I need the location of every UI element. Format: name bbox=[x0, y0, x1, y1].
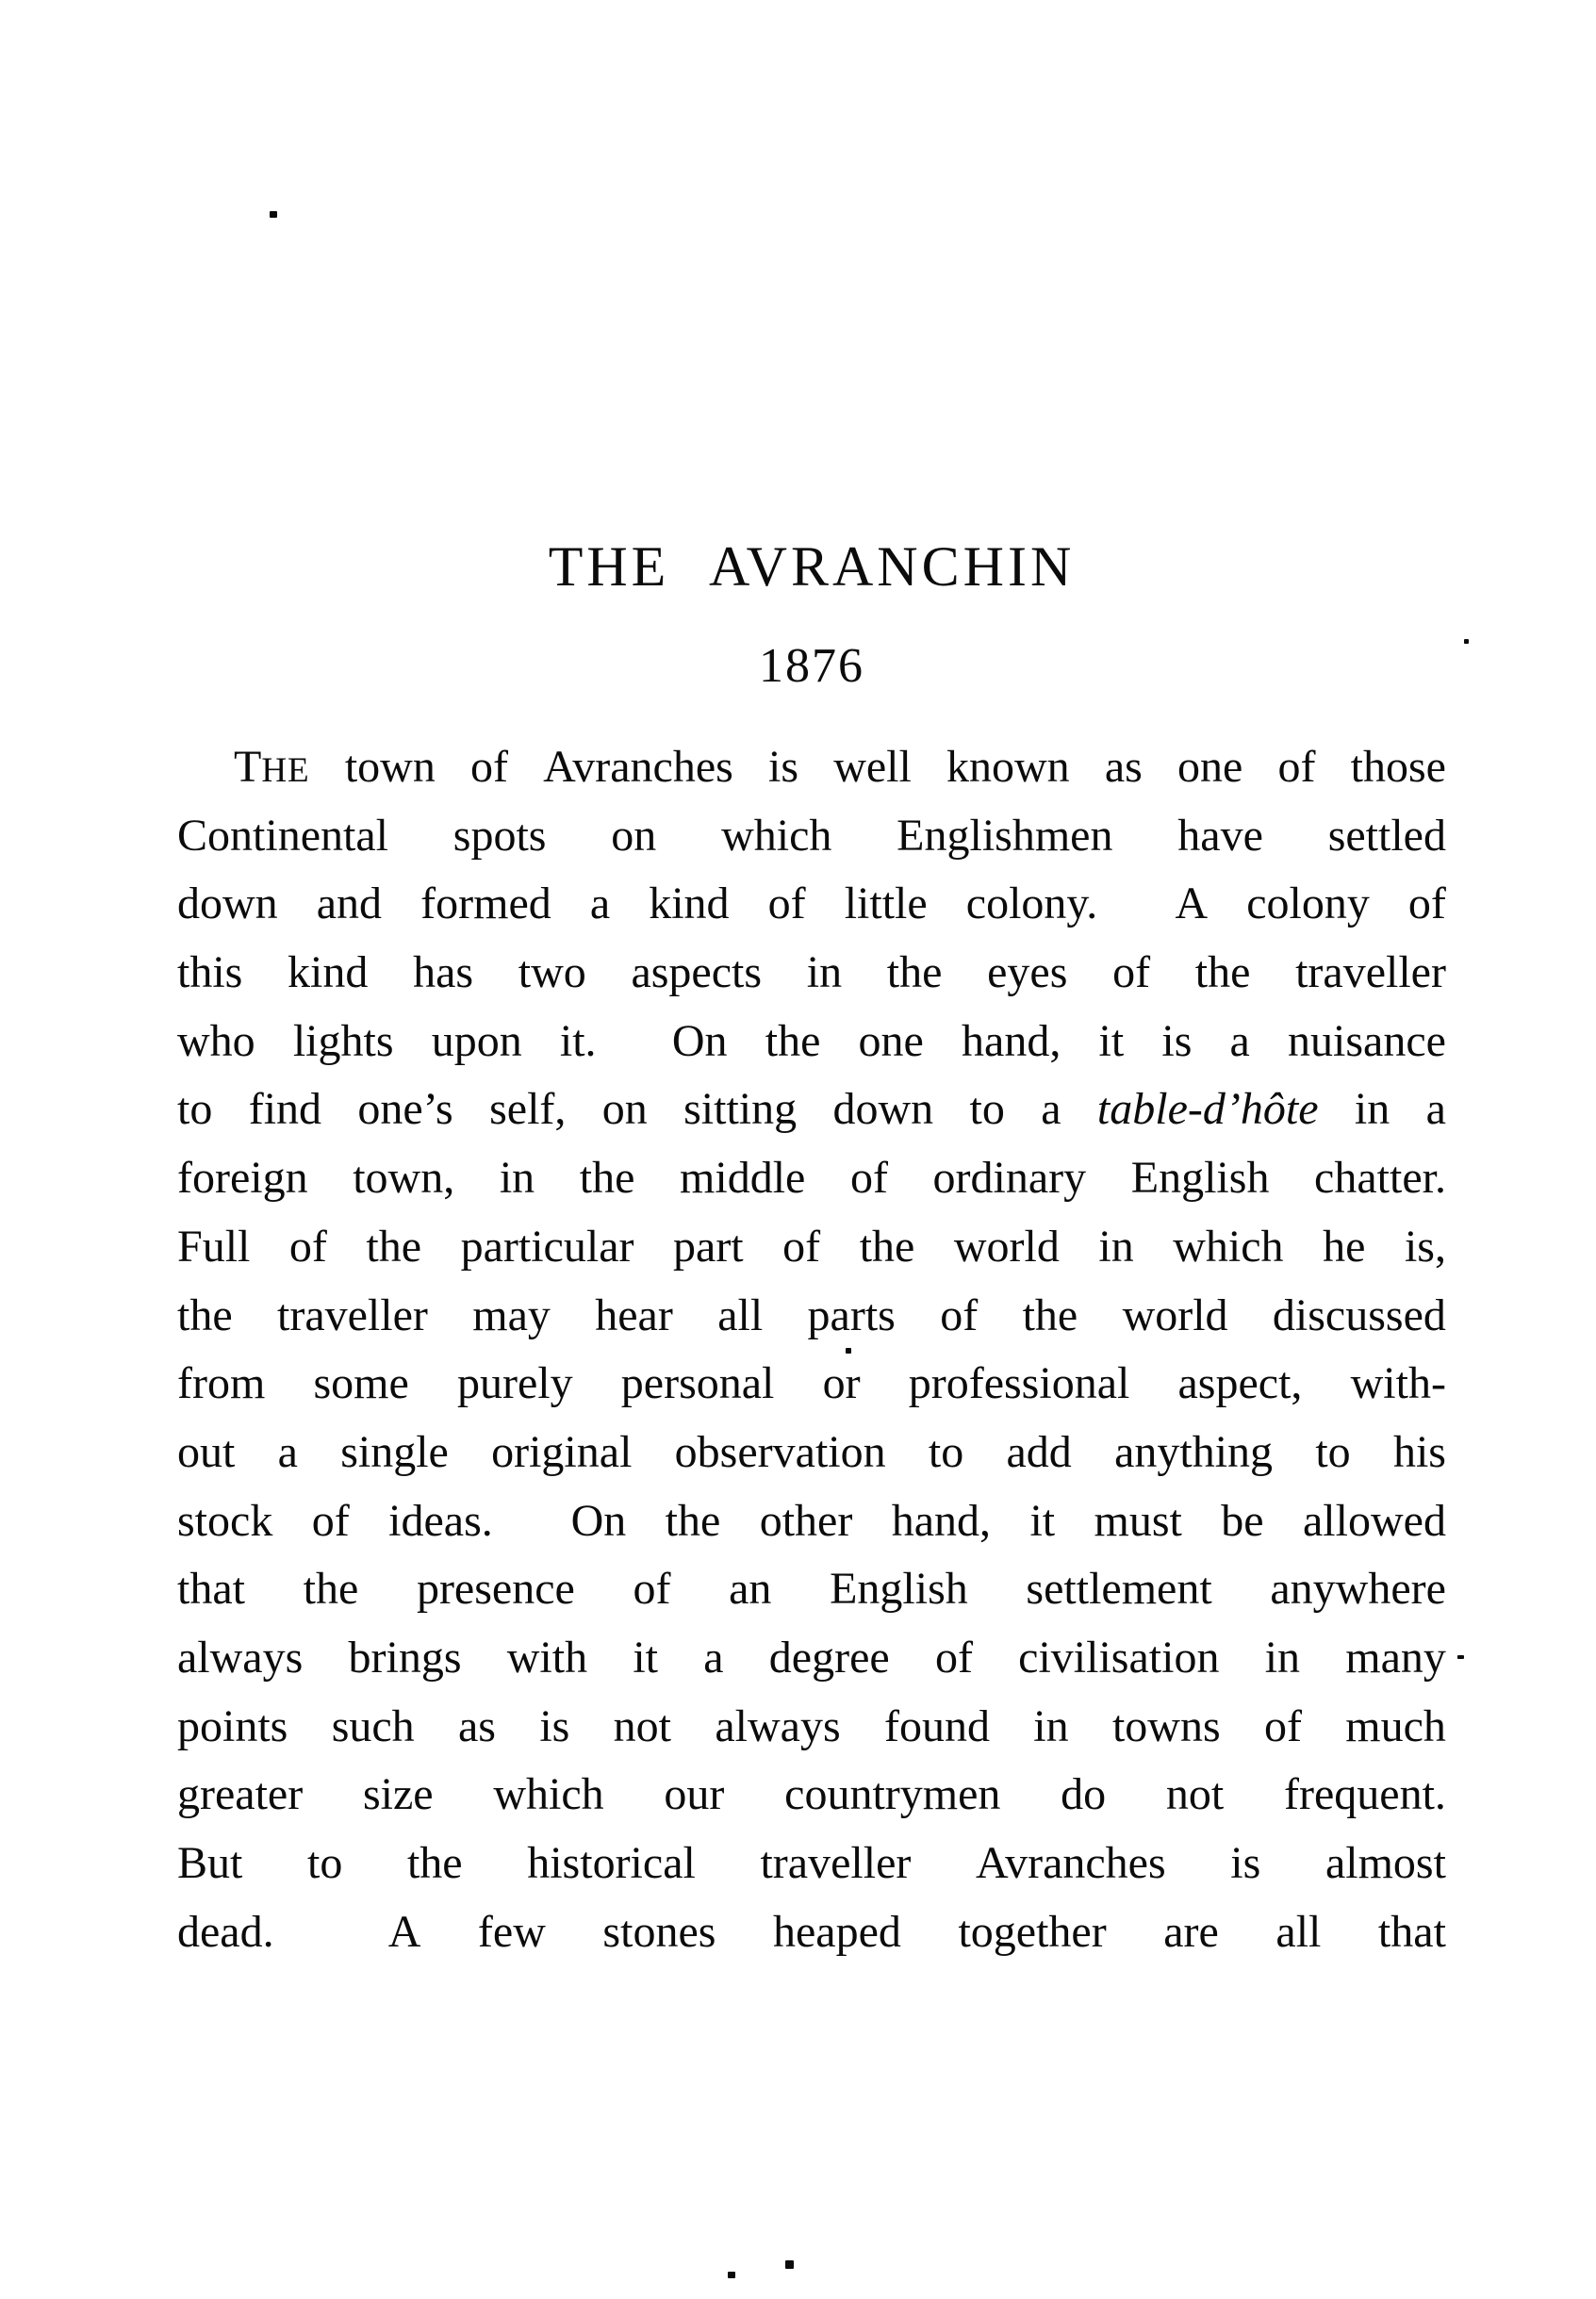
word: spots bbox=[452, 810, 547, 861]
word-italic: table-d’hôte bbox=[1096, 1084, 1319, 1135]
paragraph-line bbox=[177, 1419, 1446, 1487]
scan-speck bbox=[1464, 639, 1469, 644]
paragraph-line bbox=[177, 1282, 1446, 1351]
word: sitting bbox=[683, 1084, 798, 1135]
word: observation bbox=[674, 1426, 886, 1477]
word: other bbox=[759, 1495, 853, 1546]
word: English bbox=[830, 1564, 968, 1615]
word: self, bbox=[489, 1084, 567, 1135]
word: particular bbox=[460, 1221, 634, 1272]
word: always bbox=[177, 1632, 304, 1683]
word: the bbox=[859, 1221, 915, 1272]
paragraph-line bbox=[177, 1487, 1446, 1556]
word: of bbox=[1263, 1700, 1302, 1751]
word: to bbox=[177, 1084, 213, 1135]
word: is bbox=[768, 742, 799, 792]
word: two bbox=[518, 947, 586, 998]
word: and bbox=[316, 879, 383, 929]
word: is, bbox=[1404, 1221, 1446, 1272]
word: dead. bbox=[177, 1906, 274, 1957]
word: found bbox=[883, 1700, 990, 1751]
word: one bbox=[1177, 742, 1243, 792]
word: of bbox=[1112, 947, 1151, 998]
word: all bbox=[1275, 1906, 1322, 1957]
word: which bbox=[493, 1769, 604, 1820]
scan-speck bbox=[270, 211, 277, 218]
word: of bbox=[288, 1221, 327, 1272]
word: stones bbox=[602, 1906, 716, 1957]
word: a bbox=[1041, 1084, 1061, 1135]
word: little bbox=[844, 879, 928, 929]
word: in bbox=[1033, 1700, 1069, 1751]
word: the bbox=[579, 1153, 635, 1204]
word: a bbox=[277, 1426, 298, 1477]
paragraph-line bbox=[177, 1693, 1446, 1762]
word: hand, bbox=[891, 1495, 992, 1546]
word: town bbox=[344, 742, 436, 792]
word: it bbox=[633, 1632, 659, 1683]
word: anywhere bbox=[1270, 1564, 1446, 1615]
word: Full bbox=[177, 1221, 251, 1272]
word: aspect, bbox=[1177, 1358, 1303, 1409]
word-smallcaps-lead: THE bbox=[234, 742, 310, 792]
word: do bbox=[1061, 1769, 1107, 1820]
word: Englishmen bbox=[897, 810, 1113, 861]
word: on bbox=[611, 810, 657, 861]
word: down bbox=[832, 1084, 934, 1135]
word: an bbox=[729, 1564, 772, 1615]
word: ordinary bbox=[932, 1153, 1087, 1204]
word: chatter. bbox=[1314, 1153, 1446, 1204]
word: the bbox=[765, 1015, 821, 1066]
word: the bbox=[1194, 947, 1251, 998]
word: upon bbox=[431, 1015, 522, 1066]
word: settlement bbox=[1026, 1564, 1212, 1615]
word: degree bbox=[768, 1632, 890, 1683]
word: not bbox=[613, 1700, 671, 1751]
word: as bbox=[458, 1700, 496, 1751]
word: hand, bbox=[962, 1015, 1061, 1066]
word: is bbox=[1161, 1015, 1193, 1066]
word: has bbox=[413, 947, 474, 998]
word: anything bbox=[1114, 1426, 1274, 1477]
word: of bbox=[940, 1289, 979, 1340]
paragraph-line bbox=[177, 1213, 1446, 1282]
word: his bbox=[1392, 1426, 1446, 1477]
word: not bbox=[1165, 1769, 1225, 1820]
word: kind bbox=[288, 947, 369, 998]
word: towns bbox=[1111, 1700, 1221, 1751]
word: in bbox=[806, 947, 843, 998]
paragraph-line bbox=[177, 1555, 1446, 1624]
word: a bbox=[589, 879, 611, 929]
word: a bbox=[1425, 1084, 1446, 1135]
word: a bbox=[703, 1632, 724, 1683]
word: known bbox=[946, 742, 1070, 792]
paragraph-line bbox=[177, 1898, 1446, 1967]
paragraph-line bbox=[177, 1350, 1446, 1419]
word: of bbox=[311, 1495, 350, 1546]
word: with bbox=[506, 1632, 588, 1683]
word: well bbox=[833, 742, 912, 792]
word: the bbox=[303, 1564, 359, 1615]
word: A bbox=[387, 1906, 421, 1957]
word: the bbox=[1022, 1289, 1078, 1340]
word: of bbox=[767, 879, 806, 929]
word: presence bbox=[416, 1564, 575, 1615]
word: are bbox=[1163, 1906, 1219, 1957]
word: this bbox=[177, 947, 243, 998]
word: But bbox=[177, 1838, 243, 1888]
scan-speck bbox=[1457, 1655, 1464, 1659]
scan-speck bbox=[728, 2272, 735, 2278]
paragraph-line bbox=[177, 1624, 1446, 1693]
word: English bbox=[1130, 1153, 1270, 1204]
word: it bbox=[1098, 1015, 1125, 1066]
word: single bbox=[340, 1426, 449, 1477]
word: professional bbox=[908, 1358, 1130, 1409]
word: add bbox=[1006, 1426, 1072, 1477]
word: together bbox=[958, 1906, 1107, 1957]
word: in bbox=[1354, 1084, 1390, 1135]
word: to bbox=[1315, 1426, 1351, 1477]
word: is bbox=[1230, 1838, 1261, 1888]
word: aspects bbox=[631, 947, 763, 998]
word: allowed bbox=[1303, 1495, 1446, 1546]
word: size bbox=[362, 1769, 434, 1820]
word: A bbox=[1175, 879, 1209, 929]
word: one bbox=[858, 1015, 924, 1066]
word: traveller bbox=[1295, 947, 1446, 998]
word: which bbox=[721, 810, 832, 861]
word: settled bbox=[1327, 810, 1446, 861]
word: world bbox=[1122, 1289, 1228, 1340]
word: world bbox=[953, 1221, 1060, 1272]
smallcaps-tail: HE bbox=[261, 751, 310, 790]
paragraph-line bbox=[177, 870, 1446, 939]
word: must bbox=[1094, 1495, 1182, 1546]
word: nuisance bbox=[1288, 1015, 1446, 1066]
word: middle bbox=[680, 1153, 806, 1204]
word: be bbox=[1221, 1495, 1264, 1546]
word: points bbox=[177, 1700, 288, 1751]
word: of bbox=[934, 1632, 973, 1683]
word: Avranches bbox=[543, 742, 733, 792]
word: or bbox=[822, 1358, 861, 1409]
word: from bbox=[177, 1358, 266, 1409]
word: that bbox=[177, 1564, 245, 1615]
word: stock bbox=[177, 1495, 273, 1546]
word: kind bbox=[649, 879, 730, 929]
paragraph bbox=[177, 733, 1446, 1966]
word: heaped bbox=[772, 1906, 901, 1957]
word: the bbox=[886, 947, 943, 998]
paragraph-line bbox=[177, 1830, 1446, 1898]
word: lights bbox=[292, 1015, 394, 1066]
word: such bbox=[331, 1700, 415, 1751]
word: traveller bbox=[277, 1289, 428, 1340]
page-title: THE AVRANCHIN bbox=[548, 535, 1076, 598]
word: is bbox=[539, 1700, 570, 1751]
word: frequent. bbox=[1284, 1769, 1446, 1820]
word: those bbox=[1350, 742, 1446, 792]
word: in bbox=[1098, 1221, 1134, 1272]
word: may bbox=[472, 1289, 551, 1340]
word: almost bbox=[1325, 1838, 1446, 1888]
word: hear bbox=[595, 1289, 673, 1340]
word: purely bbox=[456, 1358, 573, 1409]
word: of bbox=[633, 1564, 671, 1615]
word: the bbox=[177, 1289, 233, 1340]
word: with- bbox=[1350, 1358, 1446, 1409]
word: colony. bbox=[965, 879, 1098, 929]
word: discussed bbox=[1272, 1289, 1446, 1340]
paragraph-line bbox=[177, 733, 1446, 802]
word: of bbox=[470, 742, 508, 792]
word: to bbox=[928, 1426, 964, 1477]
word: civilisation bbox=[1018, 1632, 1220, 1683]
word: out bbox=[177, 1426, 236, 1477]
word: in bbox=[499, 1153, 535, 1204]
word: all bbox=[717, 1289, 764, 1340]
word: On bbox=[671, 1015, 728, 1066]
word: our bbox=[664, 1769, 725, 1820]
word: the bbox=[406, 1838, 463, 1888]
paragraph-line bbox=[177, 802, 1446, 871]
word: to bbox=[969, 1084, 1005, 1135]
word: in bbox=[1264, 1632, 1301, 1683]
scan-speck bbox=[846, 1348, 851, 1354]
paragraph-line bbox=[177, 1144, 1446, 1213]
word: foreign bbox=[177, 1153, 308, 1204]
word: formed bbox=[420, 879, 551, 929]
chapter-year: 1876 bbox=[759, 639, 864, 693]
word: which bbox=[1173, 1221, 1284, 1272]
word: Continental bbox=[177, 810, 388, 861]
word: that bbox=[1377, 1906, 1446, 1957]
word: much bbox=[1345, 1700, 1446, 1751]
word: town, bbox=[353, 1153, 455, 1204]
word: few bbox=[477, 1906, 546, 1957]
paragraph-line bbox=[177, 1008, 1446, 1076]
word: of bbox=[782, 1221, 821, 1272]
word: the bbox=[366, 1221, 422, 1272]
word: part bbox=[673, 1221, 744, 1272]
word: greater bbox=[177, 1769, 304, 1820]
word: one’s bbox=[357, 1084, 453, 1135]
word: he bbox=[1323, 1221, 1366, 1272]
word: the bbox=[665, 1495, 721, 1546]
word: find bbox=[248, 1084, 322, 1135]
word: of bbox=[1407, 879, 1446, 929]
word: it bbox=[1029, 1495, 1056, 1546]
word: Avranches bbox=[975, 1838, 1166, 1888]
word: it. bbox=[559, 1015, 597, 1066]
word: ideas. bbox=[388, 1495, 493, 1546]
word: always bbox=[715, 1700, 841, 1751]
word: many bbox=[1345, 1632, 1446, 1683]
word: a bbox=[1229, 1015, 1250, 1066]
word: to bbox=[306, 1838, 343, 1888]
word: original bbox=[491, 1426, 633, 1477]
word: traveller bbox=[760, 1838, 912, 1888]
word: on bbox=[601, 1084, 648, 1135]
word: who bbox=[177, 1015, 255, 1066]
word: brings bbox=[348, 1632, 462, 1683]
word: parts bbox=[807, 1289, 896, 1340]
word: as bbox=[1104, 742, 1143, 792]
word: countrymen bbox=[784, 1769, 1001, 1820]
word: down bbox=[177, 879, 278, 929]
paragraph-line bbox=[177, 1076, 1446, 1144]
scan-speck bbox=[785, 2260, 794, 2269]
word: some bbox=[313, 1358, 409, 1409]
word: historical bbox=[527, 1838, 696, 1888]
word: have bbox=[1177, 810, 1263, 861]
word: On bbox=[570, 1495, 627, 1546]
paragraph-line bbox=[177, 1761, 1446, 1830]
word: colony bbox=[1246, 879, 1370, 929]
word: of bbox=[849, 1153, 888, 1204]
word: eyes bbox=[987, 947, 1068, 998]
paragraph-line bbox=[177, 939, 1446, 1008]
word: of bbox=[1277, 742, 1316, 792]
word: personal bbox=[620, 1358, 775, 1409]
